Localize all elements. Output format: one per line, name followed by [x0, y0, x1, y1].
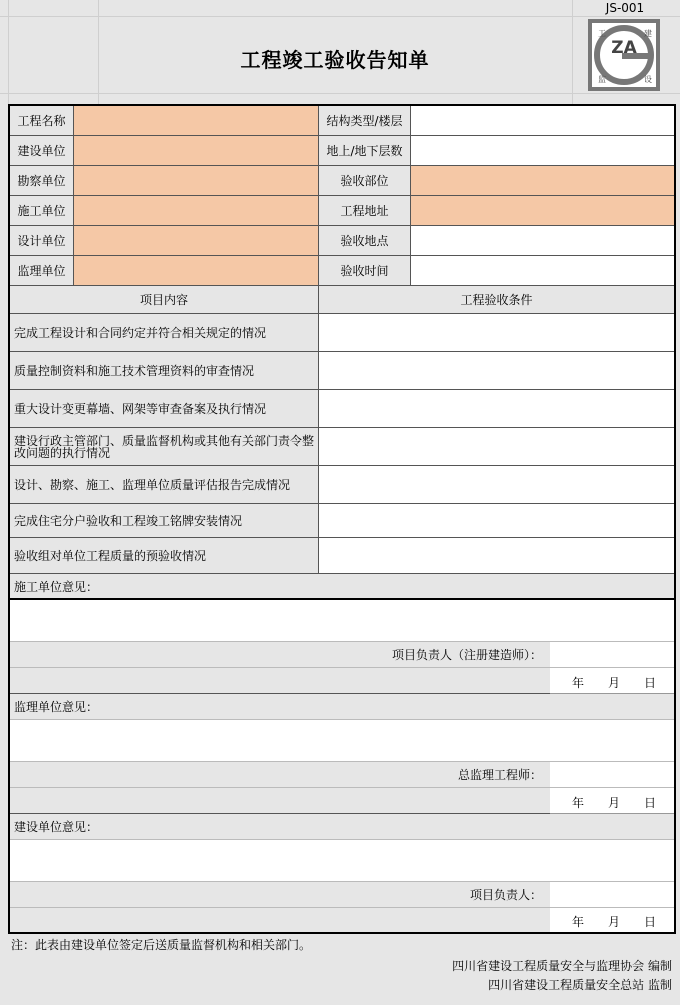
form-code: JS-001	[605, 1, 645, 15]
items-header-content: 项目内容	[10, 286, 319, 314]
signer-label: 项目负责人：	[10, 882, 550, 908]
item-condition-field[interactable]	[319, 428, 674, 466]
date-day: 日	[644, 915, 657, 929]
label-acceptance-part: 验收部位	[319, 166, 411, 196]
item-condition-field[interactable]	[319, 352, 674, 390]
signer-field[interactable]	[550, 762, 674, 788]
label-acceptance-time: 验收时间	[319, 256, 411, 286]
field-structure-type[interactable]	[411, 106, 674, 136]
page-title: 工程竣工验收告知单	[240, 48, 430, 72]
signer-field[interactable]	[550, 642, 674, 668]
label-structure-type: 结构类型/楼层	[319, 106, 411, 136]
date-year: 年	[572, 676, 585, 690]
date-field[interactable]	[550, 788, 674, 814]
signer-field[interactable]	[550, 882, 674, 908]
field-acceptance-time[interactable]	[411, 256, 674, 286]
date-month: 月	[608, 915, 621, 929]
signer-label: 项目负责人（注册建造师）：	[10, 642, 550, 668]
form-frame	[8, 104, 676, 934]
date-year: 年	[572, 796, 585, 810]
item-condition-field[interactable]	[319, 314, 674, 352]
logo-corner-br: 设	[644, 75, 652, 84]
date-day: 日	[644, 676, 657, 690]
signer-label: 总监理工程师：	[10, 762, 550, 788]
item-label: 建设行政主管部门、质量监督机构或其他有关部门责令整改问题的执行情况	[10, 428, 319, 466]
label-builder-unit: 建设单位	[10, 136, 74, 166]
opinion-field[interactable]	[10, 840, 674, 882]
date-month: 月	[608, 676, 621, 690]
opinion-title: 监理单位意见：	[10, 694, 674, 720]
item-condition-field[interactable]	[319, 538, 674, 574]
item-condition-field[interactable]	[319, 466, 674, 504]
field-project-name[interactable]	[74, 106, 319, 136]
item-label: 质量控制资料和施工技术管理资料的审查情况	[10, 352, 319, 390]
logo-icon	[588, 19, 660, 91]
opinion-title: 建设单位意见：	[10, 814, 674, 840]
opinion-field[interactable]	[10, 600, 674, 642]
field-design-unit[interactable]	[74, 226, 319, 256]
date-year: 年	[572, 915, 585, 929]
field-supervision-unit[interactable]	[74, 256, 319, 286]
footer-compiler: 四川省建设工程质量安全与监理协会 编制	[452, 959, 672, 973]
item-condition-field[interactable]	[319, 390, 674, 428]
label-project-address: 工程地址	[319, 196, 411, 226]
field-construction-unit[interactable]	[74, 196, 319, 226]
date-field[interactable]	[550, 908, 674, 932]
label-supervision-unit: 监理单位	[10, 256, 74, 286]
logo-corner-tl: 工	[598, 29, 606, 38]
field-acceptance-part[interactable]	[411, 166, 674, 196]
item-label: 完成住宅分户验收和工程竣工铭牌安装情况	[10, 504, 319, 538]
label-acceptance-place: 验收地点	[319, 226, 411, 256]
items-header-condition: 工程验收条件	[319, 286, 674, 314]
date-row-spacer	[10, 668, 550, 694]
label-design-unit: 设计单位	[10, 226, 74, 256]
date-row-spacer	[10, 788, 550, 814]
item-condition-field[interactable]	[319, 504, 674, 538]
logo-corner-bl: 监	[598, 75, 606, 84]
field-floors[interactable]	[411, 136, 674, 166]
label-construction-unit: 施工单位	[10, 196, 74, 226]
date-row-spacer	[10, 908, 550, 932]
opinion-field[interactable]	[10, 720, 674, 762]
field-project-address[interactable]	[411, 196, 674, 226]
item-label: 验收组对单位工程质量的预验收情况	[10, 538, 319, 574]
date-day: 日	[644, 796, 657, 810]
item-label: 设计、勘察、施工、监理单位质量评估报告完成情况	[10, 466, 319, 504]
date-month: 月	[608, 796, 621, 810]
logo-letters: ZA	[611, 38, 637, 58]
footer-note: 注：此表由建设单位签定后送质量监督机构和相关部门。	[11, 938, 312, 952]
field-survey-unit[interactable]	[74, 166, 319, 196]
opinion-title: 施工单位意见：	[10, 574, 674, 600]
item-label: 完成工程设计和合同约定并符合相关规定的情况	[10, 314, 319, 352]
footer-supervisor: 四川省建设工程质量安全总站 监制	[488, 978, 672, 992]
label-survey-unit: 勘察单位	[10, 166, 74, 196]
item-label: 重大设计变更幕墙、网架等审查备案及执行情况	[10, 390, 319, 428]
date-field[interactable]	[550, 668, 674, 694]
logo-corner-tr: 建	[644, 29, 652, 38]
field-acceptance-place[interactable]	[411, 226, 674, 256]
label-project-name: 工程名称	[10, 106, 74, 136]
label-floors: 地上/地下层数	[319, 136, 411, 166]
field-builder-unit[interactable]	[74, 136, 319, 166]
